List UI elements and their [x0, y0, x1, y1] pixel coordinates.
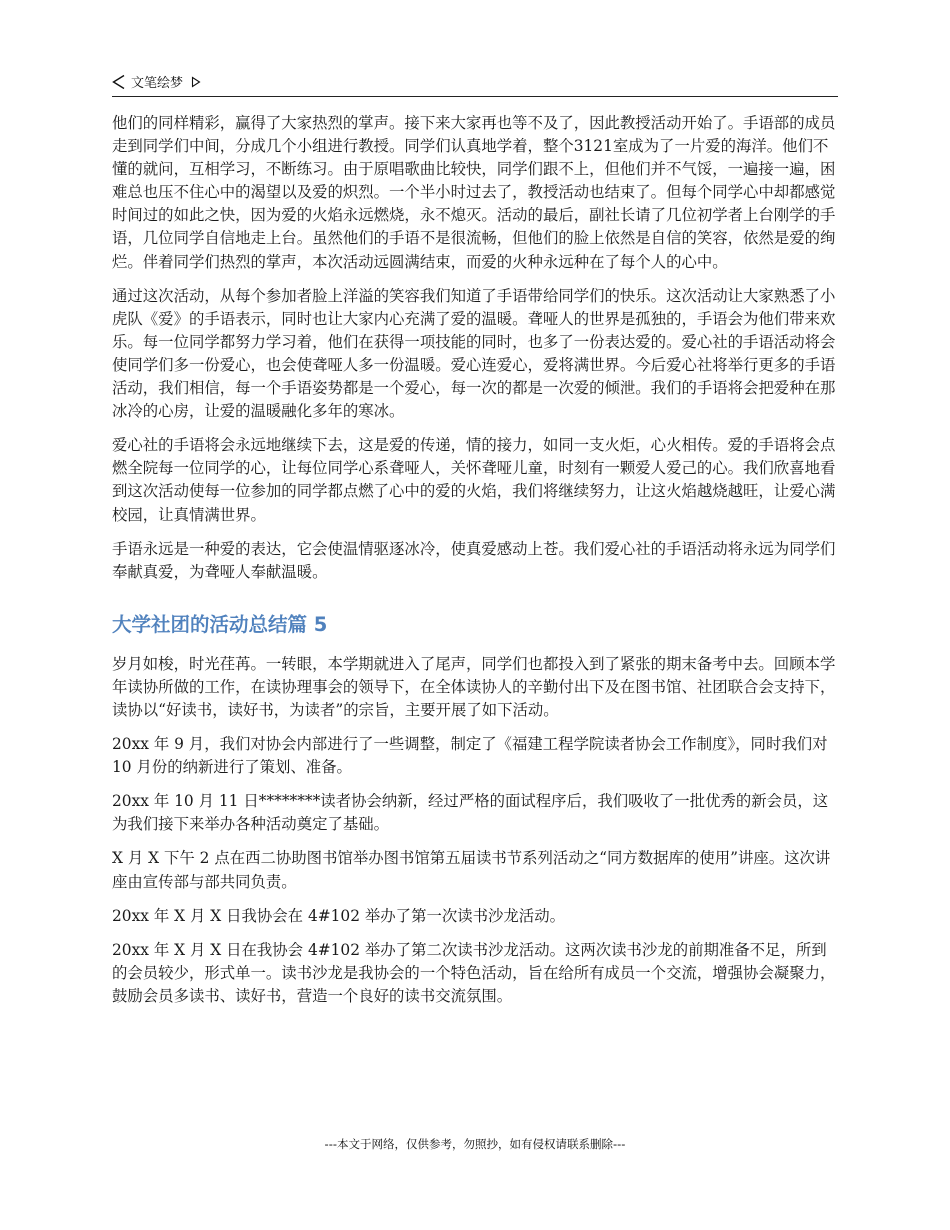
- paragraph: 20xx 年 10 月 11 日********读者协会纳新，经过严格的面试程序后，我们吸收了一批优秀的新会员，这为我们接下来举办各种活动奠定了基础。: [112, 792, 829, 834]
- paragraph: 20xx 年 9 月，我们对协会内部进行了一些调整，制定了《福建工程学院读者协会工作制度》，同时我们对 10 月份的纳新进行了策划、准备。: [112, 735, 828, 777]
- brand: [112, 72, 201, 91]
- paragraph: X 月 X 下午 2 点在西二协助图书馆举办图书馆第五届读书节系列活动之“同方数据库的使用”讲座。这次讲座由宣传部与部共同负责。: [112, 849, 831, 891]
- document-body: [112, 112, 840, 1019]
- section-heading: 大学社团的活动总结篇 5: [112, 612, 328, 636]
- left-triangle-icon: [112, 74, 125, 90]
- paragraph: 20xx 年 X 月 X 日在我协会 4#102 举办了第二次读书沙龙活动。这两次读书沙龙的前期准备不足，所到的会员较少，形式单一。读书沙龙是我协会的一个特色活动，旨在给所有成员一个交流，增强协会凝聚力，鼓励会员多读书、读好书，营造一个良好的读书交流氛围。: [112, 940, 836, 1005]
- page-header: [112, 70, 838, 97]
- paragraph: 他们的同样精彩，赢得了大家热烈的掌声。接下来大家再也等不及了，因此教授活动开始了。手语部的成员走到同学们中间，分成几个小组进行教授。同学们认真地学着，整个3121室成为了一片爱的海洋。他们不懂的就问，互相学习，不断练习。由于原唱歌曲比较快，同学们跟不上，但他们并不气馁，一遍接一遍，困难总也压不住心中的渴望以及爱的炽烈。一个半小时过去了，教授活动也结束了。但每个同学心中却都感觉时间过的如此之快，因为爱的火焰永远燃烧，永不熄灭。活动的最后，副社长请了几位初学者上台刚学的手语，几位同学自信地走上台。虽然他们的手语不是很流畅，但他们的脸上依然是自信的笑容，依然是爱的绚烂。伴着同学们热烈的掌声，本次活动远圆满结束，而爱的火种永远种在了每个人的心中。: [112, 114, 836, 271]
- right-triangle-icon: [191, 76, 201, 88]
- brand-name: 文笔绘梦: [131, 76, 184, 91]
- page-footer: ---本文于网络，仅供参考，勿照抄，如有侵权请联系删除---: [324, 1137, 626, 1151]
- paragraph: 岁月如梭，时光荏苒。一转眼，本学期就进入了尾声，同学们也都投入到了紧张的期末备考中去。回顾本学年读协所做的工作，在读协理事会的领导下，在全体读协人的辛勤付出下及在图书馆、社团联合会支持下，读协以“好读书，读好书，为读者”的宗旨，主要开展了如下活动。: [112, 654, 836, 719]
- paragraph: 爱心社的手语将会永远地继续下去，这是爱的传递，情的接力，如同一支火炬，心火相传。爱的手语将会点燃全院每一位同学的心，让每位同学心系聋哑人，关怀聋哑儿童，时刻有一颗爱人爱己的心。我们欣喜地看到这次活动使每一位参加的同学都点燃了心中的爱的火焰，我们将继续努力，让这火焰越烧越旺，让爱心满校园，让真情满世界。: [112, 436, 836, 524]
- paragraph: 通过这次活动，从每个参加者脸上洋溢的笑容我们知道了手语带给同学们的快乐。这次活动让大家熟悉了小虎队《爱》的手语表示，同时也让大家内心充满了爱的温暖。聋哑人的世界是孤独的，手语会为他们带来欢乐。每一位同学都努力学习着，他们在获得一项技能的同时，也多了一份表达爱的。爱心社的手语活动将会使同学们多一份爱心，也会使聋哑人多一份温暖。爱心连爱心，爱将满世界。今后爱心社将举行更多的手语活动，我们相信，每一个手语姿势都是一个爱心，每一次的都是一次爱的倾泄。我们的手语将会把爱种在那冰冷的心房，让爱的温暖融化多年的寒冰。: [112, 286, 836, 421]
- paragraph: 20xx 年 X 月 X 日我协会在 4#102 举办了第一次读书沙龙活动。: [112, 906, 565, 925]
- paragraph: 手语永远是一种爱的表达，它会使温情驱逐冰冷，使真爱感动上苍。我们爱心社的手语活动将永远为同学们奉献真爱，为聋哑人奉献温暖。: [112, 539, 836, 581]
